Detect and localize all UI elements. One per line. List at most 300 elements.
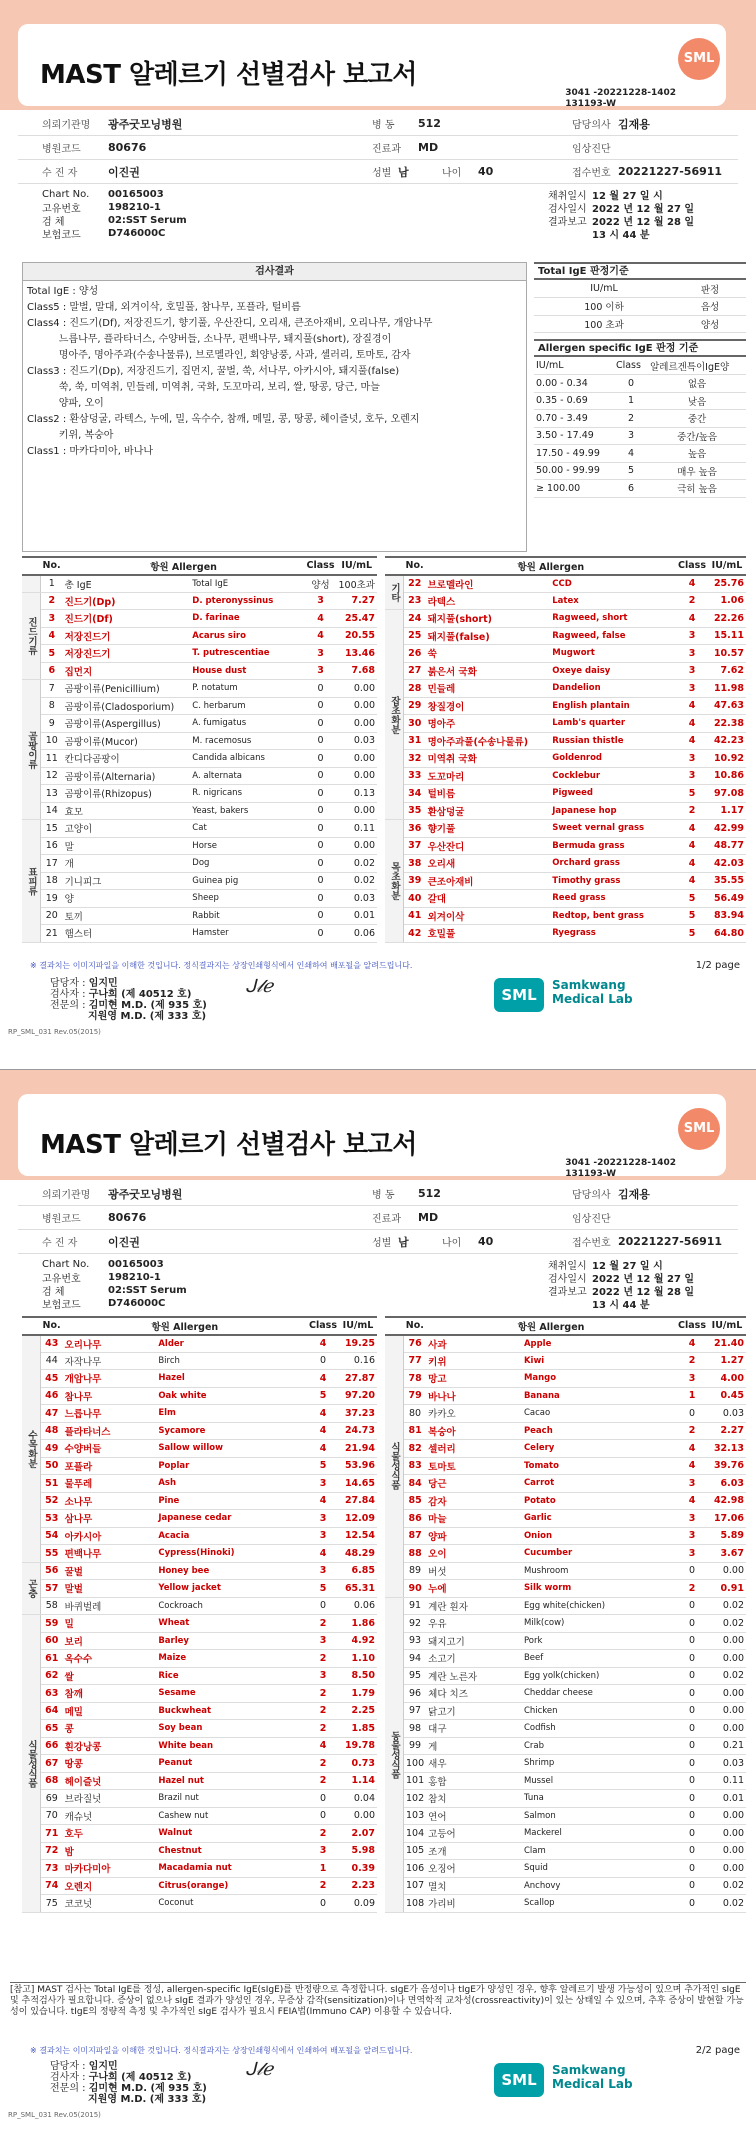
text-cell: 77 — [404, 1352, 427, 1370]
text-cell: 항원 Allergen — [426, 1317, 676, 1335]
text-cell: 74 — [41, 1877, 63, 1895]
text-cell: 2 — [307, 1772, 339, 1790]
text-cell: 51 — [41, 1475, 63, 1493]
text-cell: 브로멜라인 — [426, 575, 551, 593]
table-row — [22, 627, 377, 645]
group-label: 기타 — [385, 575, 404, 610]
table-row — [22, 1475, 377, 1493]
text-cell: 0 — [307, 1807, 339, 1825]
text-cell: 소고기 — [426, 1650, 522, 1668]
text-cell: 명아주 — [426, 715, 551, 733]
text-cell: 42.99 — [708, 820, 746, 838]
text-cell: 0 — [305, 890, 337, 908]
text-cell: 61 — [41, 1650, 63, 1668]
text-cell: 병원코드 — [42, 1214, 81, 1225]
text-cell: 37 — [404, 837, 426, 855]
text-cell: 0 — [307, 1895, 339, 1913]
signature: ᒍ𝓁ℯ — [245, 2059, 273, 2080]
text-cell: 체다 치즈 — [426, 1685, 522, 1703]
text-cell: 지원영 M.D. (제 333 호) — [88, 2094, 207, 2105]
text-cell: 99 — [404, 1737, 427, 1755]
text-cell: 수양버들 — [63, 1440, 157, 1458]
text-cell: 1 — [676, 1387, 708, 1405]
table-row — [22, 610, 377, 628]
text-cell: Tomato — [522, 1457, 676, 1475]
text-cell: 11.98 — [708, 680, 746, 698]
text-cell: 69 — [41, 1790, 63, 1808]
text-cell: 0 — [676, 1597, 708, 1615]
text-cell: 1.27 — [708, 1352, 746, 1370]
text-cell: 임상진단 — [572, 1214, 611, 1225]
text-cell: No. — [404, 1317, 427, 1335]
text-cell: Latex — [550, 592, 676, 610]
text-cell: 4.00 — [708, 1370, 746, 1388]
text-cell: 95 — [404, 1667, 427, 1685]
text-cell: 3 — [676, 645, 708, 663]
text-cell: 지원영 M.D. (제 333 호) — [88, 1011, 207, 1022]
text-cell: Egg yolk(chicken) — [522, 1667, 676, 1685]
text-cell: Allergen specific IgE 판정 기준 — [534, 339, 746, 357]
text-cell: 알레르겐특이IgE양 — [648, 357, 746, 375]
text-cell: 곰팡이류(Mucor) — [63, 732, 191, 750]
text-cell: 0.73 — [339, 1755, 377, 1773]
text-cell: 12.54 — [339, 1527, 377, 1545]
criteria-row — [534, 480, 746, 498]
summary-line: 양파, 오이 — [27, 398, 104, 409]
text-cell: 12 월 27 일 시 — [592, 1261, 663, 1272]
table-row — [385, 1702, 746, 1720]
text-cell: House dust — [190, 662, 304, 680]
text-cell: 검 체 — [42, 1287, 65, 1298]
sml-badge-icon: SML — [678, 38, 720, 80]
text-cell: 대구 — [426, 1720, 522, 1738]
text-cell: 28 — [404, 680, 426, 698]
text-cell: 02:SST Serum — [108, 1285, 187, 1296]
table-row — [22, 680, 377, 698]
text-cell: Guinea pig — [190, 872, 304, 890]
text-cell: 남 — [398, 165, 409, 179]
text-cell: Anchovy — [522, 1877, 676, 1895]
text-cell: 0 — [305, 715, 337, 733]
text-cell: 2.07 — [339, 1825, 377, 1843]
table-row — [22, 1527, 377, 1545]
text-cell: 48 — [41, 1422, 63, 1440]
text-cell: 20221227-56911 — [618, 165, 723, 178]
text-cell: 멸치 — [426, 1877, 522, 1895]
text-cell: 곰팡이류(Aspergillus) — [63, 715, 191, 733]
text-cell: 우유 — [426, 1615, 522, 1633]
text-cell: 3 — [307, 1842, 339, 1860]
text-cell: 57 — [41, 1580, 63, 1598]
text-cell: 65 — [41, 1720, 63, 1738]
table-row — [22, 1667, 377, 1685]
text-cell: 1.17 — [708, 802, 746, 820]
text-cell: 0.00 — [337, 680, 378, 698]
text-cell: 나이 — [442, 1238, 462, 1249]
text-cell: 콩 — [63, 1720, 157, 1738]
text-cell: 55 — [41, 1545, 63, 1563]
text-cell: Mussel — [522, 1772, 676, 1790]
text-cell: Chicken — [522, 1702, 676, 1720]
table-row — [22, 715, 377, 733]
text-cell: 0 — [305, 907, 337, 925]
text-cell: D. pteronyssinus — [190, 592, 304, 610]
text-cell: 13 시 44 분 — [592, 230, 650, 241]
text-cell: IU/mL — [708, 1317, 746, 1335]
text-cell: Rabbit — [190, 907, 304, 925]
text-cell: Sallow willow — [156, 1440, 307, 1458]
text-cell: 31 — [404, 732, 426, 750]
text-cell: Hazel — [156, 1370, 307, 1388]
text-cell: 0 — [305, 767, 337, 785]
summary-line: 느릅나무, 플라타너스, 수양버들, 소나무, 편백나무, 돼지풀(short), 장질경이 — [27, 334, 392, 345]
text-cell: Soy bean — [156, 1720, 307, 1738]
report-page-2 — [0, 1069, 756, 2138]
text-cell: 곰팡이류(Cladosporium) — [63, 697, 191, 715]
text-cell: 계란 노른자 — [426, 1667, 522, 1685]
text-cell: 검사자 : — [50, 989, 86, 1000]
text-cell: 임지민 — [88, 978, 118, 989]
text-cell: 0.03 — [337, 732, 378, 750]
text-cell: Garlic — [522, 1510, 676, 1528]
summary-line: Class1 : 마카다미아, 바나나 — [27, 446, 154, 457]
text-cell: 86 — [404, 1510, 427, 1528]
text-cell: Yellow jacket — [156, 1580, 307, 1598]
summary-line: Class3 : 진드기(Dp), 저장진드기, 집먼지, 꿀벌, 쑥, 서나무, 아카시아, 돼지풀(false) — [27, 366, 400, 377]
text-cell: 78 — [404, 1370, 427, 1388]
text-cell: 검사결과 — [23, 263, 526, 281]
text-cell: 512 — [418, 1187, 441, 1200]
text-cell: 4 — [676, 715, 708, 733]
group-label: 잡초화분 — [385, 610, 404, 820]
table-row — [22, 1842, 377, 1860]
text-cell: Cashew nut — [156, 1807, 307, 1825]
text-cell: Cypress(Hinoki) — [156, 1545, 307, 1563]
text-cell: 4 — [676, 575, 708, 593]
text-cell: 3 — [305, 662, 337, 680]
text-cell: Class — [676, 557, 708, 575]
text-cell: 4 — [305, 627, 337, 645]
text-cell: Dandelion — [550, 680, 676, 698]
text-cell: 담당의사 — [572, 120, 611, 131]
text-cell: 0 — [676, 1772, 708, 1790]
table-row — [22, 750, 377, 768]
text-cell: 4 — [307, 1492, 339, 1510]
text-cell: 키위 — [426, 1352, 522, 1370]
summary-line: Total IgE : 양성 — [27, 286, 99, 297]
text-cell: 83.94 — [708, 907, 746, 925]
text-cell: Class — [614, 357, 648, 375]
text-cell: 2 — [307, 1702, 339, 1720]
table-header — [22, 1317, 377, 1335]
group-label — [22, 575, 41, 593]
text-cell: 80676 — [108, 141, 147, 154]
text-cell: 198210-1 — [108, 1272, 161, 1283]
text-cell: 42 — [404, 925, 426, 943]
text-cell: 진료과 — [372, 144, 401, 155]
text-cell: 2 — [307, 1650, 339, 1668]
text-cell: 41 — [404, 907, 426, 925]
text-cell: 22 — [404, 575, 426, 593]
table-row — [22, 1737, 377, 1755]
text-cell: 0.02 — [337, 855, 378, 873]
text-cell: 양파 — [426, 1527, 522, 1545]
text-cell: 4 — [307, 1422, 339, 1440]
text-cell: 병 동 — [372, 1190, 395, 1201]
text-cell: 향기풀 — [426, 820, 551, 838]
text-cell: 진드기(Df) — [63, 610, 191, 628]
text-cell: 80676 — [108, 1211, 147, 1224]
text-cell: Cucumber — [522, 1545, 676, 1563]
text-cell: Banana — [522, 1387, 676, 1405]
text-cell: 토마토 — [426, 1457, 522, 1475]
text-cell: 0.39 — [339, 1860, 377, 1878]
text-cell: 13.46 — [337, 645, 378, 663]
text-cell: A. fumigatus — [190, 715, 304, 733]
text-cell: 0 — [676, 1632, 708, 1650]
text-cell: Hazel nut — [156, 1772, 307, 1790]
text-cell: 89 — [404, 1562, 427, 1580]
text-cell: Pork — [522, 1632, 676, 1650]
text-cell: 2 — [614, 410, 648, 428]
text-cell: P. notatum — [190, 680, 304, 698]
text-cell: D746000C — [108, 228, 166, 239]
text-cell: 17 — [41, 855, 63, 873]
text-cell: 0 — [305, 785, 337, 803]
text-cell: No. — [404, 557, 426, 575]
text-cell: MD — [418, 1211, 439, 1224]
table-row — [385, 715, 746, 733]
text-cell: 돼지풀(short) — [426, 610, 551, 628]
group-label: 식물성식품 — [385, 1335, 404, 1598]
table-row — [22, 1755, 377, 1773]
table-row — [22, 890, 377, 908]
text-cell: CCD — [550, 575, 676, 593]
text-cell: 91 — [404, 1597, 427, 1615]
table-row — [385, 925, 746, 943]
text-cell: 연어 — [426, 1807, 522, 1825]
text-cell: 15.11 — [708, 627, 746, 645]
text-cell: 3 — [305, 645, 337, 663]
text-cell: Macadamia nut — [156, 1860, 307, 1878]
text-cell: 1.06 — [708, 592, 746, 610]
text-cell: 64 — [41, 1702, 63, 1720]
text-cell: 3 — [676, 767, 708, 785]
text-cell: Codfish — [522, 1720, 676, 1738]
text-cell: Acarus siro — [190, 627, 304, 645]
table-row — [22, 1807, 377, 1825]
text-cell: 0 — [305, 872, 337, 890]
table-row — [385, 1335, 746, 1353]
text-cell: 104 — [404, 1825, 427, 1843]
text-cell: 없음 — [648, 375, 746, 393]
text-cell: 20221227-56911 — [618, 1235, 723, 1248]
text-cell: 39 — [404, 872, 426, 890]
table-row — [385, 1790, 746, 1808]
text-cell: IU/mL — [337, 557, 378, 575]
text-cell: 93 — [404, 1632, 427, 1650]
text-cell: 42.98 — [708, 1492, 746, 1510]
text-cell: 참깨 — [63, 1685, 157, 1703]
text-cell: 임지민 — [88, 2061, 118, 2072]
text-cell: Pine — [156, 1492, 307, 1510]
text-cell: 의뢰기관명 — [42, 1190, 91, 1201]
text-cell: 오렌지 — [63, 1877, 157, 1895]
text-cell: 6 — [41, 662, 63, 680]
text-cell: 1.14 — [339, 1772, 377, 1790]
text-cell: Class — [676, 1317, 708, 1335]
text-cell: 7.62 — [708, 662, 746, 680]
text-cell: 0.00 — [337, 697, 378, 715]
table-row — [385, 1825, 746, 1843]
text-cell: 닭고기 — [426, 1702, 522, 1720]
table-row — [385, 1877, 746, 1895]
group-label: 곰팡이류 — [22, 680, 41, 820]
text-cell: 0.01 — [337, 907, 378, 925]
text-cell: 중간/높음 — [648, 427, 746, 445]
text-cell: 낮음 — [648, 392, 746, 410]
text-cell: 7.27 — [337, 592, 378, 610]
text-cell: 0 — [676, 1842, 708, 1860]
text-cell: 2 — [307, 1720, 339, 1738]
text-cell: Mango — [522, 1370, 676, 1388]
specimen-info — [18, 188, 738, 240]
table-row — [22, 592, 377, 610]
text-cell: Goldenrod — [550, 750, 676, 768]
lab-name — [552, 2063, 633, 2091]
text-cell: 이진권 — [108, 1235, 140, 1249]
text-cell: 참치 — [426, 1790, 522, 1808]
text-cell: 96 — [404, 1685, 427, 1703]
table-row — [22, 1597, 377, 1615]
table-row — [385, 890, 746, 908]
text-cell: 54 — [41, 1527, 63, 1545]
text-cell: 전문의 : — [50, 2083, 86, 2094]
text-cell: 결과보고 — [548, 1287, 587, 1298]
text-cell: 27.84 — [339, 1492, 377, 1510]
text-cell: 0.16 — [339, 1352, 377, 1370]
table-row — [385, 1562, 746, 1580]
table-row — [385, 645, 746, 663]
text-cell: 27 — [404, 662, 426, 680]
text-cell: Redtop, bent grass — [550, 907, 676, 925]
text-cell: 수 진 자 — [42, 1238, 78, 1249]
text-cell: 0.00 — [708, 1685, 746, 1703]
text-cell: 0 — [676, 1720, 708, 1738]
table-row — [22, 1492, 377, 1510]
text-cell: 13 — [41, 785, 63, 803]
patient-info — [18, 112, 738, 184]
text-cell: 53 — [41, 1510, 63, 1528]
text-cell: Beef — [522, 1650, 676, 1668]
text-cell: 46 — [41, 1387, 63, 1405]
text-cell: 0 — [676, 1615, 708, 1633]
text-cell: 창질경이 — [426, 697, 551, 715]
text-cell: 마늘 — [426, 1510, 522, 1528]
text-cell: 67 — [41, 1755, 63, 1773]
table-row — [385, 1860, 746, 1878]
text-cell: 0.06 — [337, 925, 378, 943]
text-cell: 82 — [404, 1440, 427, 1458]
text-cell: 0 — [676, 1755, 708, 1773]
allergen-table-left — [22, 556, 377, 943]
text-cell: 2 — [676, 802, 708, 820]
text-cell: 65.31 — [339, 1580, 377, 1598]
text-cell: 5 — [676, 907, 708, 925]
table-row — [22, 925, 377, 943]
text-cell: 2022 년 12 월 27 일 — [592, 1274, 695, 1285]
text-cell: 2.25 — [339, 1702, 377, 1720]
text-cell: 5 — [307, 1387, 339, 1405]
text-cell: 검사일시 — [548, 1274, 587, 1285]
table-row — [385, 1772, 746, 1790]
text-cell: IU/mL — [534, 357, 614, 375]
text-cell: 0.00 — [708, 1860, 746, 1878]
text-cell: 5 — [307, 1457, 339, 1475]
text-cell: 바나나 — [426, 1387, 522, 1405]
text-cell: Sesame — [156, 1685, 307, 1703]
text-cell: 0.11 — [708, 1772, 746, 1790]
table-row — [22, 1545, 377, 1563]
text-cell: 11 — [41, 750, 63, 768]
text-cell: 칸디다곰팡이 — [63, 750, 191, 768]
text-cell: 0 — [307, 1597, 339, 1615]
criteria-row — [534, 375, 746, 393]
text-cell: 5 — [307, 1580, 339, 1598]
text-cell: 보험코드 — [42, 230, 81, 241]
text-cell: 김미현 M.D. (제 935 호) — [88, 2083, 207, 2094]
text-cell: 4 — [676, 1457, 708, 1475]
text-cell: T. putrescentiae — [190, 645, 304, 663]
text-cell: 4 — [676, 732, 708, 750]
text-cell: Hamster — [190, 925, 304, 943]
text-cell: 0.00 — [708, 1842, 746, 1860]
text-cell: 검 체 — [42, 217, 65, 228]
text-cell: 담당자 : — [50, 2061, 86, 2072]
report-title: MAST 알레르기 선별검사 보고서 — [40, 1130, 417, 1160]
text-cell: RP_SML_031 Rev.05(2015) — [8, 2111, 101, 2119]
text-cell: 21.40 — [708, 1335, 746, 1353]
text-cell: 0 — [676, 1877, 708, 1895]
summary-line: 쑥, 쑥, 미역취, 민들레, 미역취, 국화, 도꼬마리, 보리, 쌀, 땅콩, 당근, 마늘 — [27, 382, 380, 393]
text-cell: 76 — [404, 1335, 427, 1353]
table-row — [385, 1720, 746, 1738]
text-cell: Sycamore — [156, 1422, 307, 1440]
text-cell: 말 — [63, 837, 191, 855]
criteria-row — [534, 315, 746, 333]
text-cell: Ash — [156, 1475, 307, 1493]
text-cell: 누에 — [426, 1580, 522, 1598]
text-cell: Milk(cow) — [522, 1615, 676, 1633]
text-cell: 5 — [676, 925, 708, 943]
text-cell: 담당자 : — [50, 978, 86, 989]
text-cell: 58 — [41, 1597, 63, 1615]
criteria-row — [534, 392, 746, 410]
text-cell: 13 시 44 분 — [592, 1300, 650, 1311]
criteria-row — [534, 427, 746, 445]
text-cell: Potato — [522, 1492, 676, 1510]
text-cell: 큰조아재비 — [426, 872, 551, 890]
text-cell: Alder — [156, 1335, 307, 1353]
text-cell: 36 — [404, 820, 426, 838]
text-cell: 32.13 — [708, 1440, 746, 1458]
text-cell: 구나희 (제 40512 호) — [88, 989, 192, 1000]
result-summary — [22, 262, 527, 552]
text-cell: 0 — [305, 750, 337, 768]
text-cell: 75 — [41, 1895, 63, 1913]
text-cell: 10.86 — [708, 767, 746, 785]
text-cell: Brazil nut — [156, 1790, 307, 1808]
